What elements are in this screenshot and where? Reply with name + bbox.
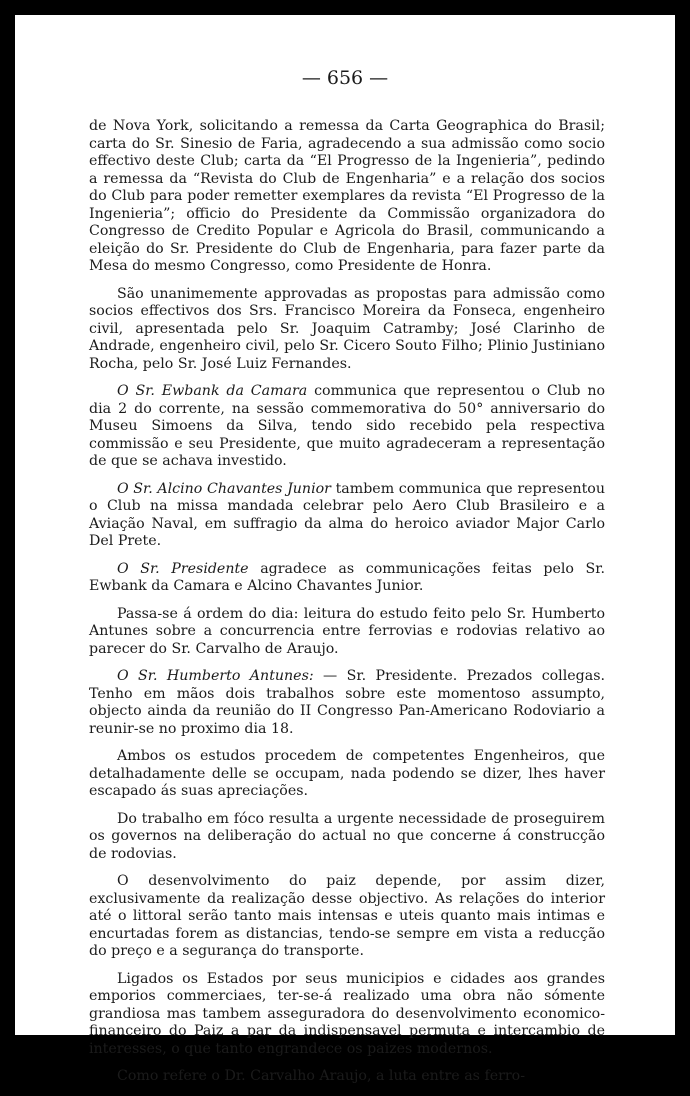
paragraph-estados (89, 971, 605, 1059)
paragraph-text: communica que representou o Club no dia 2 do corrente, na sessão commemorativa do 50° anniversario do Museu Simoens da Silva, tendo sido recebido pela respectiva commissão e seu Presidente, que muito agradeceram a representação de que se achava investido. (89, 383, 606, 469)
paragraph-ordem-do-dia (89, 606, 605, 659)
paragraph-text: Do trabalho em fóco resulta a urgente necessidade de proseguirem os governos na deliberação do actual no que concerne á construcção de rodovias. (89, 810, 605, 862)
paragraph-text: agradece as communicações feitas pelo Sr. Ewbank da Camara e Alcino Chavantes Junior. (89, 560, 606, 594)
speaker-name: O Sr. Presidente (117, 560, 249, 577)
paragraph-text: de Nova York, solicitando a remessa da Carta Geographica do Brasil; carta do Sr. Sinesio de Faria, agradecendo a sua admissão como socio effectivo deste Club; carta da “El Progresso de la Ingenieria”, pedindo a remessa da “Revista do Club de Engenharia” e a relação dos socios do Club para poder remetter exemplares da revista “El Progresso de la Ingenieria”; officio do Presidente da Commissão organizadora do Congresso de Credito Popular e Agricola do Brasil, communicando a eleição do Sr. Presidente do Club de Engenharia, para fazer parte da Mesa do mesmo Congresso, como Presidente de Honra. (89, 118, 605, 274)
paragraph-chavantes (89, 481, 605, 551)
speaker-name: O Sr. Alcino Chavantes Junior (117, 480, 331, 497)
page-number: — 656 — (301, 67, 389, 89)
paragraph-humberto (89, 668, 605, 738)
speaker-name: O Sr. Ewbank da Camara (117, 383, 308, 399)
paragraph-presidente (89, 561, 605, 596)
paragraph-admissions (89, 286, 605, 374)
paragraph-text: tambem communica que representou o Club na missa mandada celebrar pelo Aero Club Brasileiro e a Aviação Naval, em suffragio da alma do heroico aviador Major Carlo Del Prete. (89, 480, 605, 549)
paragraph-text: Como refere o Dr. Carvalho Araujo, a luta entre as ferro- (117, 1068, 525, 1084)
paragraph-trabalho (89, 811, 605, 864)
paragraph-estudos (89, 748, 605, 801)
paragraph-carvalho (89, 1068, 605, 1086)
document-page (15, 15, 675, 1084)
paragraph-text: — Sr. Presidente. Prezados collegas. Tenho em mãos dois trabalhos sobre este momentoso assumpto, objecto ainda da reunião do II Congresso Pan-Americano Rodoviario a reunir-se no proximo dia 18. (89, 668, 605, 737)
document-body (89, 118, 605, 1096)
paragraph-text: São unanimemente approvadas as propostas para admissão como socios effectivos dos Srs. Francisco Moreira da Fonseca, engenheiro civil, apresentada pelo Sr. Joaquim Catramby; José Clarinho de Andrade, engenheiro civil, pelo Sr. Cicero Souto Filho; Plinio Justiniano Rocha, pelo Sr. José Luiz Fernandes. (89, 285, 605, 372)
paragraph-text: Ligados os Estados por seus municipios e cidades aos grandes emporios commerciaes, ter-se-á realizado uma obra não sómente grandiosa mas tambem asseguradora do desenvolvimento economico-financeiro do Paiz a par da indispensavel permuta e intercambio de interesses, o que tanto engrandece os paizes modernos. (89, 970, 605, 1057)
paragraph-correspondence (89, 118, 605, 276)
speaker-name: O Sr. Humberto Antunes: (117, 668, 314, 684)
paragraph-text: O desenvolvimento do paiz depende, por assim dizer, exclusivamente da realização desse objectivo. As relações do interior até o littoral serão tanto mais intensas e uteis quanto mais intimas e encurtadas forem as distancias, tendo-se sempre em vista a reducção do preço e a segurança do transporte. (89, 873, 605, 959)
paragraph-text: Passa-se á ordem do dia: leitura do estudo feito pelo Sr. Humberto Antunes sobre a concurrencia entre ferrovias e rodovias relativo ao parecer do Sr. Carvalho de Araujo. (89, 605, 605, 657)
paragraph-desenvolvimento (89, 873, 605, 961)
paragraph-ewbank (89, 383, 605, 471)
paragraph-text: Ambos os estudos procedem de competentes Engenheiros, que detalhadamente delle se occupam, nada podendo se dizer, lhes haver escapado ás suas apreciações. (89, 748, 605, 799)
